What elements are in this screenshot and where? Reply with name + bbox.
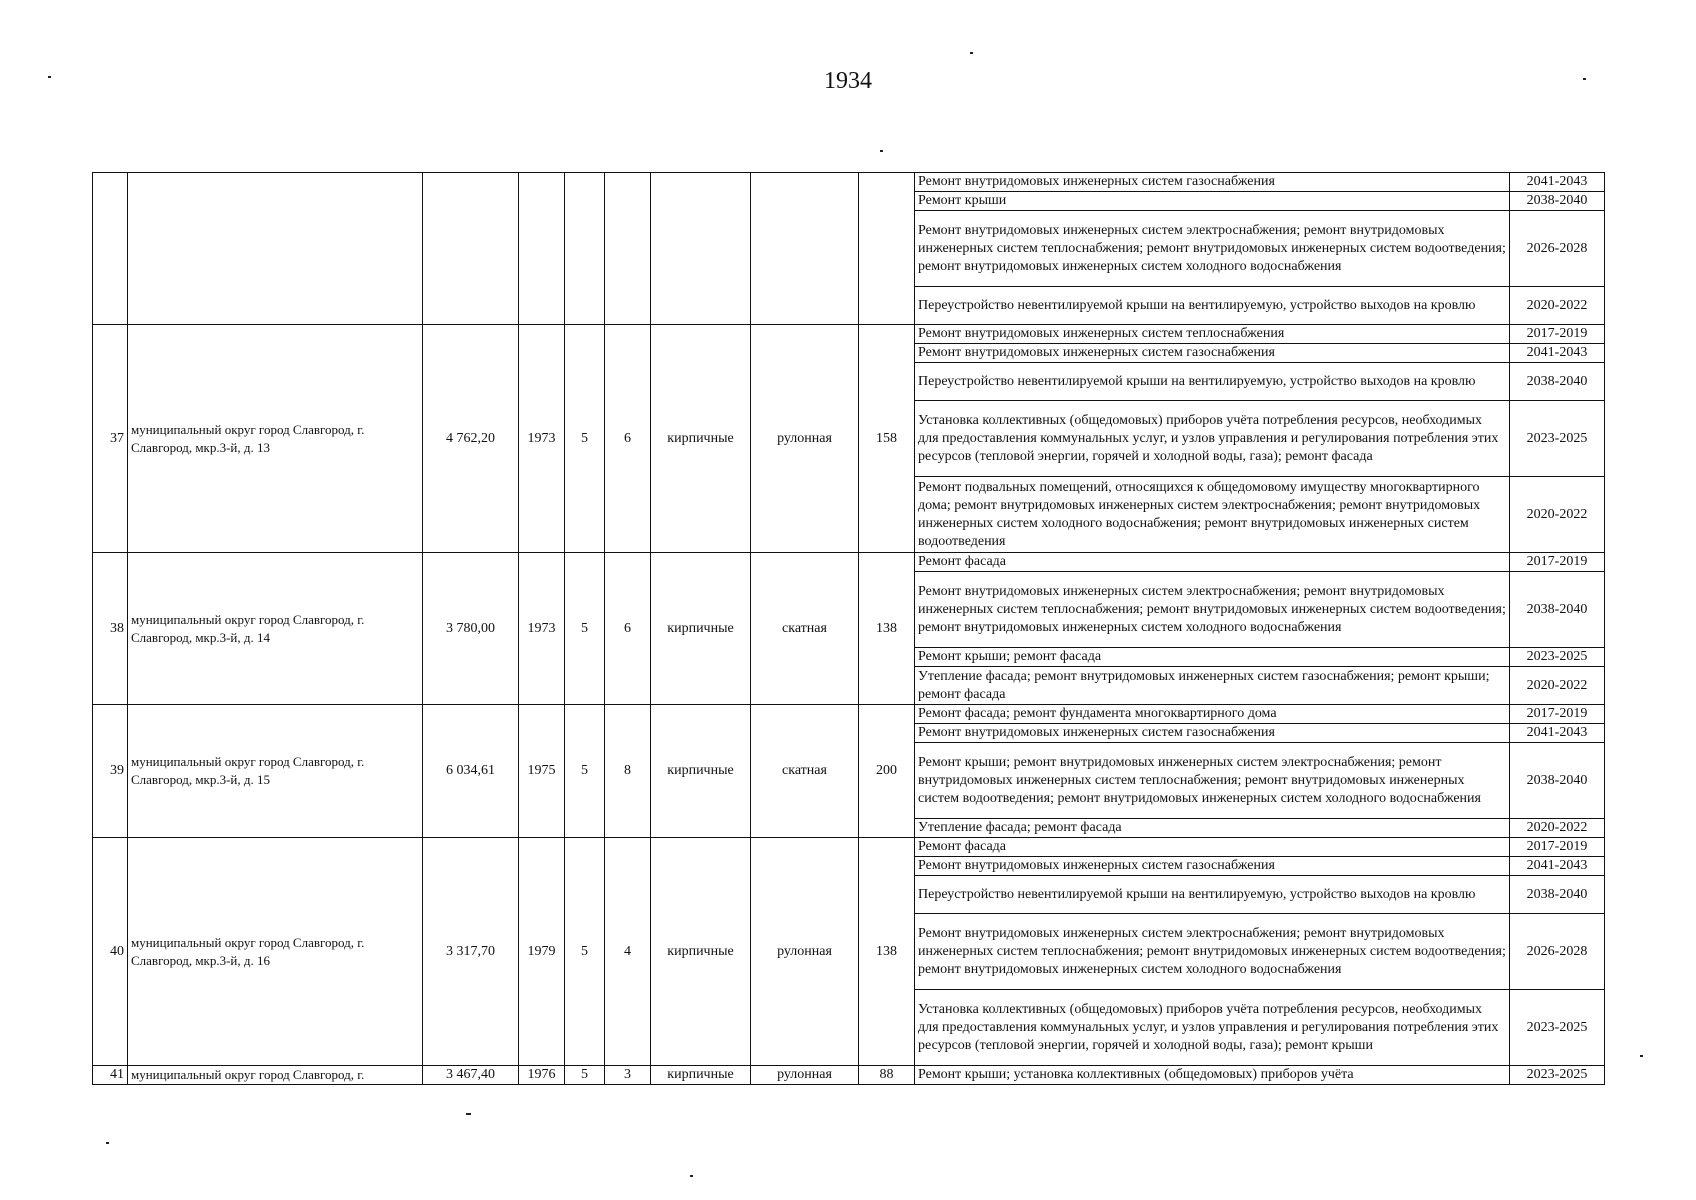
floors-cell [565,173,605,325]
work-description-cell: Ремонт внутридомовых инженерных систем газоснабжения [915,857,1510,876]
address-cell: муниципальный округ город Славгород, г. [128,1066,423,1085]
work-period-cell: 2020-2022 [1510,667,1605,705]
work-description-cell: Ремонт внутридомовых инженерных систем электроснабжения; ремонт внутридомовых инженерных систем теплоснабжения; ремонт внутридомовых инженерных систем водоотведения; ремонт внутридомовых инженерных систем холодного водоснабжения [915,211,1510,287]
row-number-cell: 37 [93,325,128,553]
year-cell: 1973 [519,325,565,553]
work-description-cell: Ремонт крыши; ремонт внутридомовых инженерных систем электроснабжения; ремонт внутридомовых инженерных систем теплоснабжения; ремонт внутридомовых инженерных систем водоотведения; ремонт внутридомовых инженерных систем холодного водоснабжения [915,743,1510,819]
table-row [93,325,1605,344]
work-period-cell: 2041-2043 [1510,724,1605,743]
residents-count-cell: 138 [859,838,915,1066]
work-description-cell: Ремонт внутридомовых инженерных систем газоснабжения [915,173,1510,192]
work-period-cell: 2038-2040 [1510,363,1605,401]
scan-speck [880,150,883,152]
work-description-cell: Ремонт внутридомовых инженерных систем теплоснабжения [915,325,1510,344]
work-period-cell: 2017-2019 [1510,838,1605,857]
work-description-cell: Ремонт фасада [915,553,1510,572]
row-number-cell: 38 [93,553,128,705]
area-cell: 3 780,00 [423,553,519,705]
roof-type-cell: скатная [751,705,859,838]
residents-count-cell: 138 [859,553,915,705]
work-period-cell: 2017-2019 [1510,325,1605,344]
entrances-cell [605,173,651,325]
work-description-cell: Установка коллективных (общедомовых) приборов учёта потребления ресурсов, необходимых для предоставления коммунальных услуг, и узлов управления и регулирования потребления этих ресурсов (тепловой энергии, горячей и холодной воды, газа); ремонт фасада [915,401,1510,477]
residents-count-cell [859,173,915,325]
row-number-cell: 41 [93,1066,128,1085]
table-row [93,1066,1605,1085]
table-row [93,173,1605,192]
work-period-cell: 2041-2043 [1510,173,1605,192]
address-cell: муниципальный округ город Славгород, г. Славгород, мкр.3-й, д. 15 [128,705,423,838]
wall-material-cell: кирпичные [651,838,751,1066]
work-period-cell: 2020-2022 [1510,287,1605,325]
work-description-cell: Ремонт внутридомовых инженерных систем газоснабжения [915,724,1510,743]
work-description-cell: Переустройство невентилируемой крыши на вентилируемую, устройство выходов на кровлю [915,287,1510,325]
year-cell: 1979 [519,838,565,1066]
work-description-cell: Утепление фасада; ремонт внутридомовых инженерных систем газоснабжения; ремонт крыши; ремонт фасада [915,667,1510,705]
work-period-cell: 2026-2028 [1510,211,1605,287]
entrances-cell: 6 [605,553,651,705]
work-description-cell: Ремонт фасада; ремонт фундамента многоквартирного дома [915,705,1510,724]
work-period-cell: 2026-2028 [1510,914,1605,990]
work-period-cell: 2023-2025 [1510,1066,1605,1085]
residents-count-cell: 158 [859,325,915,553]
roof-type-cell: рулонная [751,838,859,1066]
floors-cell: 5 [565,838,605,1066]
area-cell: 3 467,40 [423,1066,519,1085]
work-description-cell: Ремонт крыши [915,192,1510,211]
work-description-cell: Ремонт крыши; ремонт фасада [915,648,1510,667]
scan-speck [466,1113,471,1115]
work-period-cell: 2041-2043 [1510,857,1605,876]
work-description-cell: Переустройство невентилируемой крыши на вентилируемую, устройство выходов на кровлю [915,363,1510,401]
work-period-cell: 2020-2022 [1510,477,1605,553]
floors-cell: 5 [565,553,605,705]
work-description-cell: Переустройство невентилируемой крыши на вентилируемую, устройство выходов на кровлю [915,876,1510,914]
year-cell: 1976 [519,1066,565,1085]
roof-type-cell [751,173,859,325]
scan-speck [1583,78,1586,80]
work-period-cell: 2017-2019 [1510,553,1605,572]
roof-type-cell: рулонная [751,325,859,553]
table-row [93,705,1605,724]
work-description-cell: Ремонт подвальных помещений, относящихся к общедомовому имуществу многоквартирного дома; ремонт внутридомовых инженерных систем электроснабжения; ремонт внутридомовых инженерных систем холодного водоснабжения; ремонт внутридомовых инженерных систем водоотведения [915,477,1510,553]
work-period-cell: 2038-2040 [1510,876,1605,914]
work-description-cell: Установка коллективных (общедомовых) приборов учёта потребления ресурсов, необходимых для предоставления коммунальных услуг, и узлов управления и регулирования потребления этих ресурсов (тепловой энергии, горячей и холодной воды, газа); ремонт крыши [915,990,1510,1066]
work-period-cell: 2041-2043 [1510,344,1605,363]
area-cell [423,173,519,325]
work-period-cell: 2023-2025 [1510,990,1605,1066]
work-description-cell: Ремонт фасада [915,838,1510,857]
repair-schedule-table [92,172,1605,1085]
wall-material-cell: кирпичные [651,325,751,553]
row-number-cell: 40 [93,838,128,1066]
entrances-cell: 8 [605,705,651,838]
work-description-cell: Ремонт внутридомовых инженерных систем электроснабжения; ремонт внутридомовых инженерных систем теплоснабжения; ремонт внутридомовых инженерных систем водоотведения; ремонт внутридомовых инженерных систем холодного водоснабжения [915,914,1510,990]
address-cell [128,173,423,325]
residents-count-cell: 200 [859,705,915,838]
floors-cell: 5 [565,705,605,838]
area-cell: 3 317,70 [423,838,519,1066]
table-body [93,173,1605,1085]
scan-speck [1640,1055,1643,1057]
wall-material-cell [651,173,751,325]
table-row [93,838,1605,857]
work-period-cell: 2038-2040 [1510,572,1605,648]
wall-material-cell: кирпичные [651,705,751,838]
address-cell: муниципальный округ город Славгород, г. Славгород, мкр.3-й, д. 16 [128,838,423,1066]
floors-cell: 5 [565,1066,605,1085]
address-cell: муниципальный округ город Славгород, г. Славгород, мкр.3-й, д. 14 [128,553,423,705]
year-cell [519,173,565,325]
page-number: 1934 [824,68,872,94]
scan-speck [690,1175,693,1177]
area-cell: 6 034,61 [423,705,519,838]
row-number-cell: 39 [93,705,128,838]
work-period-cell: 2023-2025 [1510,401,1605,477]
scan-speck [106,1142,109,1144]
residents-count-cell: 88 [859,1066,915,1085]
area-cell: 4 762,20 [423,325,519,553]
work-description-cell: Утепление фасада; ремонт фасада [915,819,1510,838]
address-cell: муниципальный округ город Славгород, г. Славгород, мкр.3-й, д. 13 [128,325,423,553]
work-description-cell: Ремонт внутридомовых инженерных систем электроснабжения; ремонт внутридомовых инженерных систем теплоснабжения; ремонт внутридомовых инженерных систем водоотведения; ремонт внутридомовых инженерных систем холодного водоснабжения [915,572,1510,648]
year-cell: 1973 [519,553,565,705]
year-cell: 1975 [519,705,565,838]
entrances-cell: 6 [605,325,651,553]
scan-speck [970,52,973,54]
roof-type-cell: рулонная [751,1066,859,1085]
roof-type-cell: скатная [751,553,859,705]
work-description-cell: Ремонт внутридомовых инженерных систем газоснабжения [915,344,1510,363]
work-period-cell: 2038-2040 [1510,192,1605,211]
entrances-cell: 3 [605,1066,651,1085]
wall-material-cell: кирпичные [651,1066,751,1085]
work-period-cell: 2017-2019 [1510,705,1605,724]
floors-cell: 5 [565,325,605,553]
work-description-cell: Ремонт крыши; установка коллективных (общедомовых) приборов учёта [915,1066,1510,1085]
work-period-cell: 2020-2022 [1510,819,1605,838]
entrances-cell: 4 [605,838,651,1066]
row-number-cell [93,173,128,325]
work-period-cell: 2038-2040 [1510,743,1605,819]
work-period-cell: 2023-2025 [1510,648,1605,667]
scan-speck [48,76,51,78]
table-row [93,553,1605,572]
wall-material-cell: кирпичные [651,553,751,705]
